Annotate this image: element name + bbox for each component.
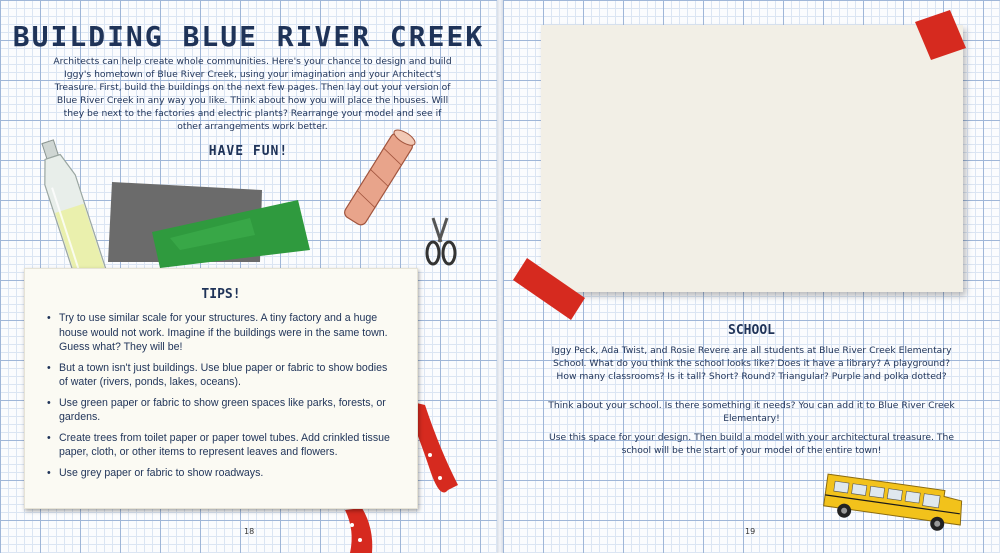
school-bus-icon (503, 0, 1000, 553)
school-paragraph: Iggy Peck, Ada Twist, and Rosie Revere are all students at Blue River Creek Elementary School. What do you think the school looks like? Does it have a library? A playground? How many classrooms? Is it tall? Short? Round? Triangular? Purple and polka dotted? (551, 345, 952, 382)
school-heading: SCHOOL (728, 323, 775, 338)
tip-item: • Use grey paper or fabric to show roadways. (47, 466, 397, 481)
page-title: BUILDING BLUE RIVER CREEK (12, 20, 485, 53)
page-number: 19 (745, 527, 756, 536)
right-page (503, 0, 1000, 553)
page-number: 18 (244, 527, 255, 536)
tips-title: TIPS! (201, 287, 241, 302)
school-paragraph: Think about your school. Is there something it needs? You can add it to Blue River Creek Elementary! (548, 400, 955, 424)
left-page (0, 0, 497, 553)
intro-paragraph: Architects can help create whole communities. Here's your chance to design and build Iggy's hometown of Blue River Creek, using your imagination and your Architect's Treasure. First, build the buildings on the next few pages. Then lay out your version of Blue River Creek in any way you like. Think about how you will place the houses. Will they be next to the factories and electric plants? Rearrange your model and see if other arrangements work better. (53, 56, 452, 132)
tip-item: • Try to use similar scale for your structures. A tiny factory and a huge house would not work. Imagine if the buildings were in the same town. Guess what? They will be! (47, 311, 397, 355)
have-fun-heading: HAVE FUN! (208, 144, 289, 159)
tip-item: • Use green paper or fabric to show green spaces like parks, forests, or gardens. (47, 396, 397, 425)
tip-item: • Create trees from toilet paper or paper towel tubes. Add crinkled tissue paper, cloth, or other items to represent leaves and flowers. (47, 431, 397, 460)
tip-item: • But a town isn't just buildings. Use blue paper or fabric to show bodies of water (rivers, ponds, lakes, oceans). (47, 361, 397, 390)
school-paragraph: Use this space for your design. Then build a model with your architectural treasure. The school will be the start of your model of the entire town! (549, 432, 954, 456)
tips-card (24, 268, 418, 509)
tips-list (47, 311, 397, 486)
